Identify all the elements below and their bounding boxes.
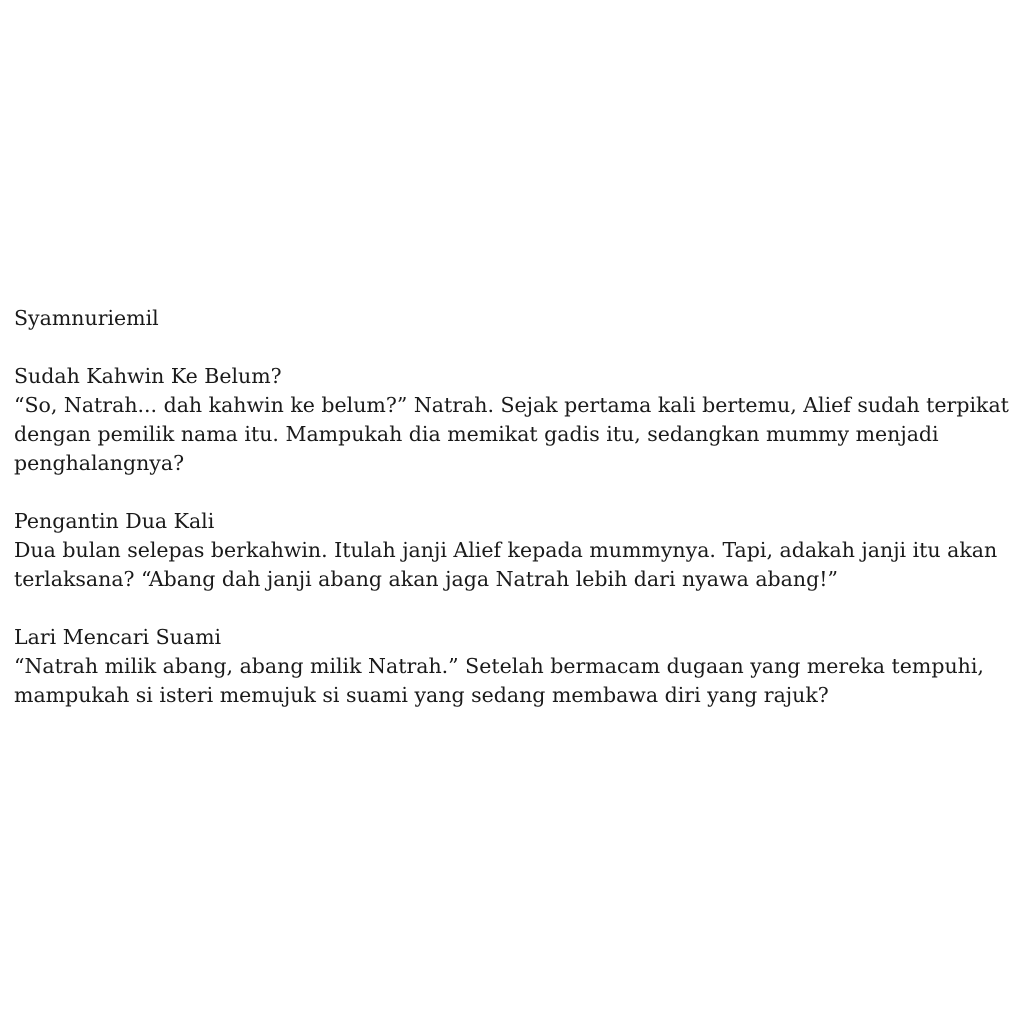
story-title: Lari Mencari Suami [14, 625, 222, 649]
story-synopsis: Dua bulan selepas berkahwin. Itulah janji Alief kepada mummynya. Tapi, adakah janji itu akan terlaksana? “Abang dah janji abang akan jaga Natrah lebih dari nyawa abang!” [14, 538, 998, 591]
story-section-3 [14, 623, 1018, 710]
story-title: Pengantin Dua Kali [14, 509, 215, 533]
story-synopsis: “Natrah milik abang, abang milik Natrah.” Setelah bermacam dugaan yang mereka tempuhi, mampukah si isteri memujuk si suami yang sedang membawa diri yang rajuk? [14, 654, 984, 707]
story-section-1 [14, 362, 1018, 478]
story-synopsis: “So, Natrah... dah kahwin ke belum?” Natrah. Sejak pertama kali bertemu, Alief sudah terpikat dengan pemilik nama itu. Mampukah dia memikat gadis itu, sedangkan mummy menjadi penghalangnya? [14, 393, 1009, 475]
story-title: Sudah Kahwin Ke Belum? [14, 364, 282, 388]
author-name: Syamnuriemil [14, 306, 159, 330]
synopsis-document [14, 304, 1018, 710]
story-section-2 [14, 507, 1018, 594]
